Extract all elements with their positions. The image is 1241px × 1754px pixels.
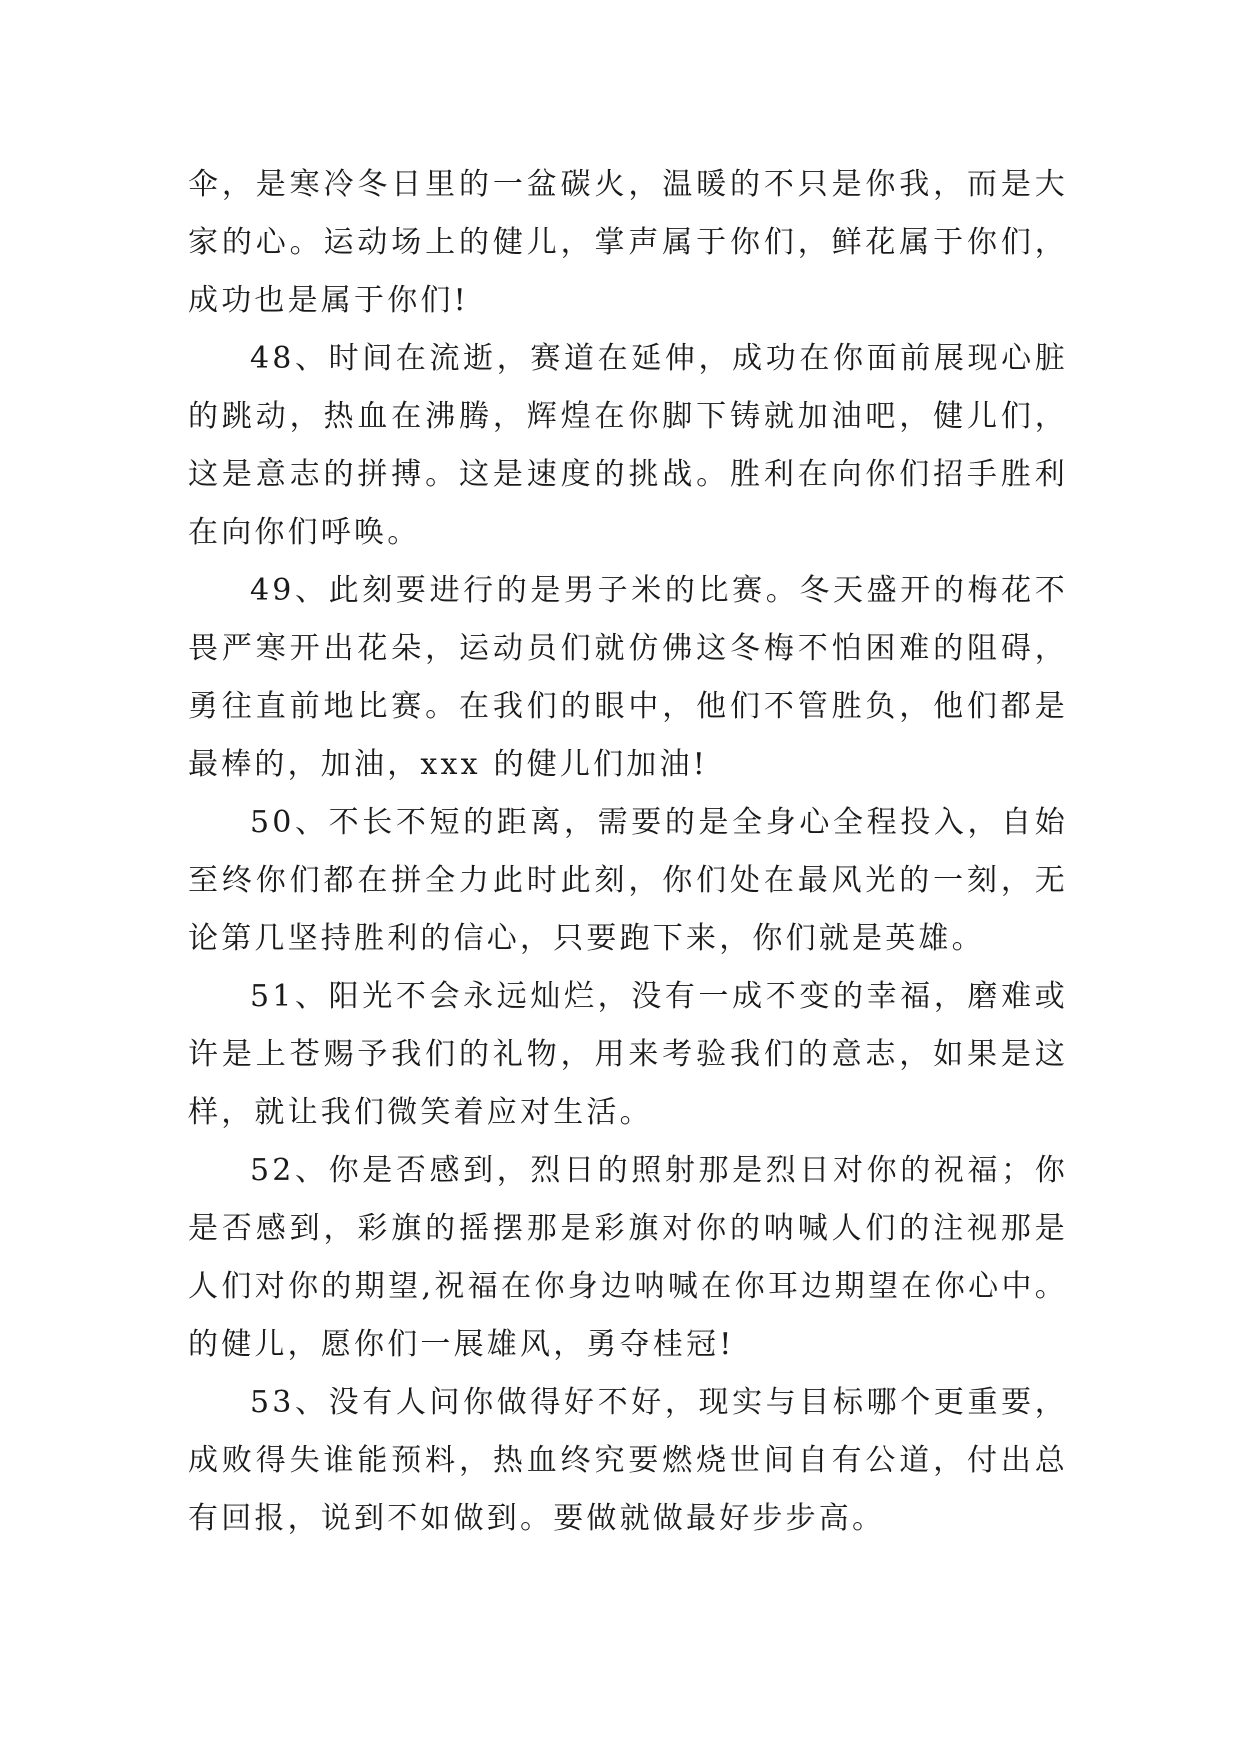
document-body bbox=[188, 156, 1068, 1548]
paragraph-48: 48、时间在流逝，赛道在延伸，成功在你面前展现心脏的跳动，热血在沸腾，辉煌在你脚下铸就加油吧，健儿们，这是意志的拼搏。这是速度的挑战。胜利在向你们招手胜利在向你们呼唤。 bbox=[188, 341, 1068, 550]
paragraph-53: 53、没有人问你做得好不好，现实与目标哪个更重要，成败得失谁能预料，热血终究要燃烧世间自有公道，付出总有回报，说到不如做到。要做就做最好步步高。 bbox=[188, 1385, 1068, 1536]
paragraph-51: 51、阳光不会永远灿烂，没有一成不变的幸福，磨难或许是上苍赐予我们的礼物，用来考验我们的意志，如果是这样，就让我们微笑着应对生活。 bbox=[188, 979, 1068, 1130]
paragraph-continuation: 伞，是寒冷冬日里的一盆碳火，温暖的不只是你我，而是大家的心。运动场上的健儿，掌声属于你们，鲜花属于你们，成功也是属于你们! bbox=[188, 167, 1068, 318]
paragraph-49: 49、此刻要进行的是男子米的比赛。冬天盛开的梅花不畏严寒开出花朵，运动员们就仿佛这冬梅不怕困难的阻碍，勇往直前地比赛。在我们的眼中，他们不管胜负，他们都是最棒的，加油，xxx 的健儿们加油! bbox=[188, 573, 1068, 782]
paragraph-50: 50、不长不短的距离，需要的是全身心全程投入，自始至终你们都在拼全力此时此刻，你们处在最风光的一刻，无论第几坚持胜利的信心，只要跑下来，你们就是英雄。 bbox=[188, 805, 1068, 956]
paragraph-52: 52、你是否感到，烈日的照射那是烈日对你的祝福；你是否感到，彩旗的摇摆那是彩旗对你的呐喊人们的注视那是人们对你的期望,祝福在你身边呐喊在你耳边期望在你心中。的健儿，愿你们一展雄风，勇夺桂冠! bbox=[188, 1153, 1068, 1362]
